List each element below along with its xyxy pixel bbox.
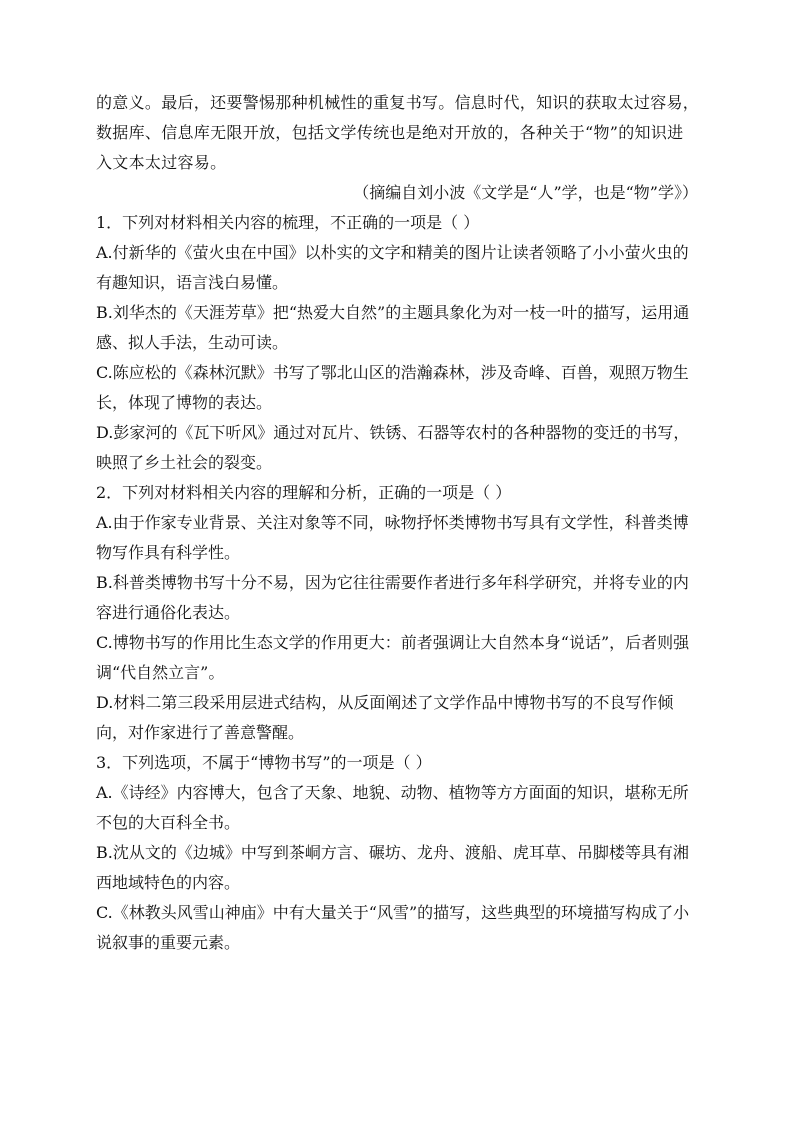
option-a xyxy=(96,238,698,298)
option-line: 向，对作家进行了善意警醒。 xyxy=(96,723,305,742)
option-c xyxy=(96,898,698,958)
option-line: 物写作具有科学性。 xyxy=(96,543,241,562)
question-stem: 3．下列选项，不属于“博物书写”的一项是（ ） xyxy=(96,753,432,772)
passage-paragraph xyxy=(96,88,698,178)
option-line: A.付新华的《萤火虫在中国》以朴实的文字和精美的图片让读者领略了小小萤火虫的 xyxy=(96,243,689,262)
option-line: 感、拟人手法，生动可读。 xyxy=(96,333,289,352)
option-line: 容进行通俗化表达。 xyxy=(96,603,241,622)
option-line: 有趣知识，语言浅白易懂。 xyxy=(96,273,289,292)
option-line: C.博物书写的作用比生态文学的作用更大：前者强调让大自然本身“说话”，后者则强 xyxy=(96,633,690,652)
option-b xyxy=(96,568,698,628)
question-stem: 1．下列对材料相关内容的梳理，不正确的一项是（ ） xyxy=(96,213,480,232)
option-line: C.《林教头风雪山神庙》中有大量关于“风雪”的描写，这些典型的环境描写构成了小 xyxy=(96,903,690,922)
option-line: D.彭家河的《瓦下听风》通过对瓦片、铁锈、石器等农村的各种器物的变迁的书写， xyxy=(96,423,690,442)
option-line: 说叙事的重要元素。 xyxy=(96,933,241,952)
passage-source: （摘编自刘小波《文学是“人”学，也是“物”学》） xyxy=(353,183,698,202)
question-3 xyxy=(96,748,698,958)
option-line: 不包的大百科全书。 xyxy=(96,813,241,832)
option-d xyxy=(96,418,698,478)
option-a xyxy=(96,508,698,568)
option-d xyxy=(96,688,698,748)
option-c xyxy=(96,358,698,418)
option-b xyxy=(96,838,698,898)
passage-line: 入文本太过容易。 xyxy=(96,153,227,172)
question-1 xyxy=(96,208,698,478)
option-a xyxy=(96,778,698,838)
option-line: A.由于作家专业背景、关注对象等不同，咏物抒怀类博物书写具有文学性，科普类博 xyxy=(96,513,689,532)
question-2 xyxy=(96,478,698,748)
passage-line: 的意义。最后，还要警惕那种机械性的重复书写。信息时代，知识的获取太过容易， xyxy=(96,93,700,112)
option-line: C.陈应松的《森林沉默》书写了鄂北山区的浩瀚森林，涉及奇峰、百兽，观照万物生 xyxy=(96,363,689,382)
option-line: 调“代自然立言”。 xyxy=(96,663,225,682)
document-page xyxy=(96,88,698,958)
option-line: B.沈从文的《边城》中写到茶峒方言、碾坊、龙舟、渡船、虎耳草、吊脚楼等具有湘 xyxy=(96,843,689,862)
passage xyxy=(96,88,698,208)
option-line: 西地域特色的内容。 xyxy=(96,873,241,892)
option-line: 长，体现了博物的表达。 xyxy=(96,393,273,412)
option-line: A.《诗经》内容博大，包含了天象、地貌、动物、植物等方方面面的知识，堪称无所 xyxy=(96,783,689,802)
question-stem: 2．下列对材料相关内容的理解和分析，正确的一项是（ ） xyxy=(96,483,512,502)
passage-line: 数据库、信息库无限开放，包括文学传统也是绝对开放的，各种关于“物”的知识进 xyxy=(96,123,684,142)
option-c xyxy=(96,628,698,688)
option-line: B.科普类博物书写十分不易，因为它往往需要作者进行多年科学研究，并将专业的内 xyxy=(96,573,689,592)
option-b xyxy=(96,298,698,358)
option-line: 映照了乡土社会的裂变。 xyxy=(96,453,273,472)
option-line: D.材料二第三段采用层进式结构，从反面阐述了文学作品中博物书写的不良写作倾 xyxy=(96,693,674,712)
option-line: B.刘华杰的《天涯芳草》把“热爱大自然”的主题具象化为对一枝一叶的描写，运用通 xyxy=(96,303,690,322)
